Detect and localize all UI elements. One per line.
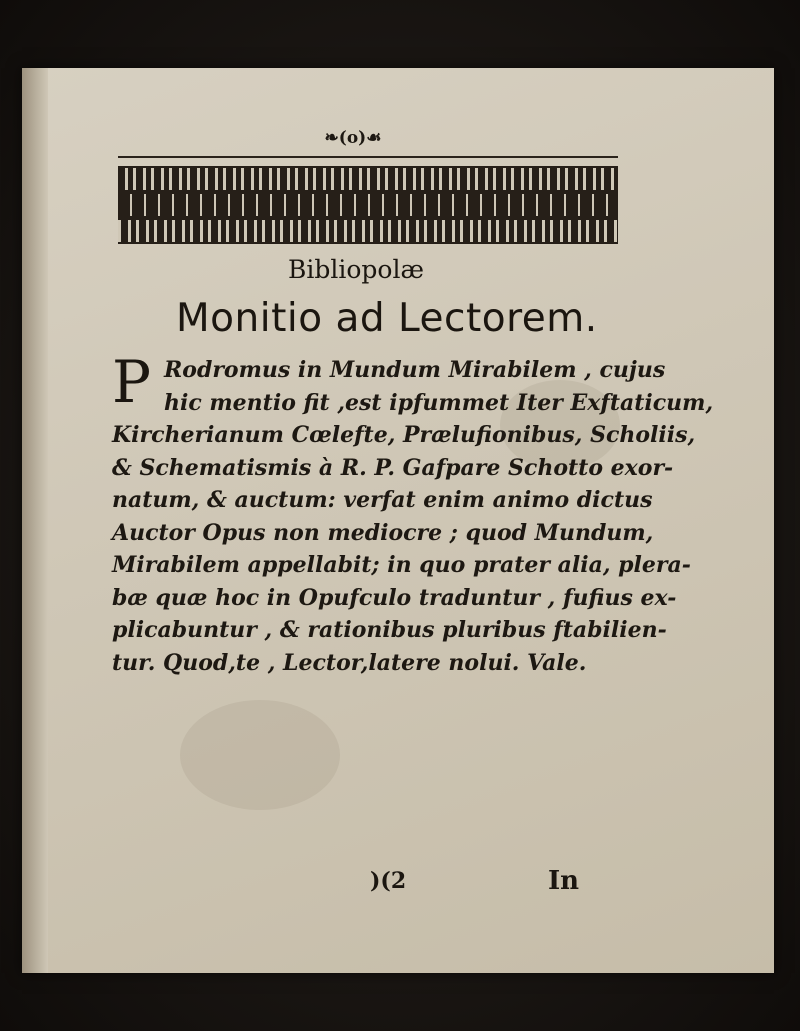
body-line: & Schematismis à R. P. Gafpare Schotto exor- — [112, 454, 674, 481]
subtitle: Bibliopolæ — [288, 255, 424, 284]
body-line: Kircherianum Cœlefte, Prælufionibus, Scholiis, — [112, 422, 696, 448]
catchword: In — [548, 866, 580, 896]
page-gutter — [22, 68, 48, 973]
ornamental-band-middle — [118, 192, 618, 218]
body-line: natum, & auctum: verfat enim animo dictus — [112, 487, 653, 513]
ornamental-band-top — [118, 166, 618, 192]
body-line: Auctor Opus non mediocre ; quod Mundum, — [112, 519, 654, 546]
ornamental-band-bottom — [118, 218, 618, 244]
body-line: tur. Quod,te , Lector,latere nolui. Vale. — [112, 649, 587, 676]
body-line: bæ quæ hoc in Opufculo traduntur , fufius ex- — [112, 584, 677, 611]
header-ornament: ❧(o)☙ — [324, 128, 382, 148]
body-line: hic mentio fit ,est ipfummet Iter Exftaticum, — [164, 389, 714, 416]
page-title: Monitio ad Lectorem. — [176, 296, 598, 341]
body-line: Mirabilem appellabit; in quo prater alia, plera- — [112, 552, 691, 578]
signature-mark: )(2 — [370, 868, 407, 894]
body-line: Rodromus in Mundum Mirabilem , cujus — [164, 357, 666, 383]
body-text — [112, 348, 714, 679]
body-line: plicabuntur , & rationibus pluribus ftabilien- — [112, 617, 667, 643]
header-rule — [118, 156, 618, 158]
drop-initial: P — [112, 348, 152, 416]
paper-stain — [180, 700, 340, 810]
